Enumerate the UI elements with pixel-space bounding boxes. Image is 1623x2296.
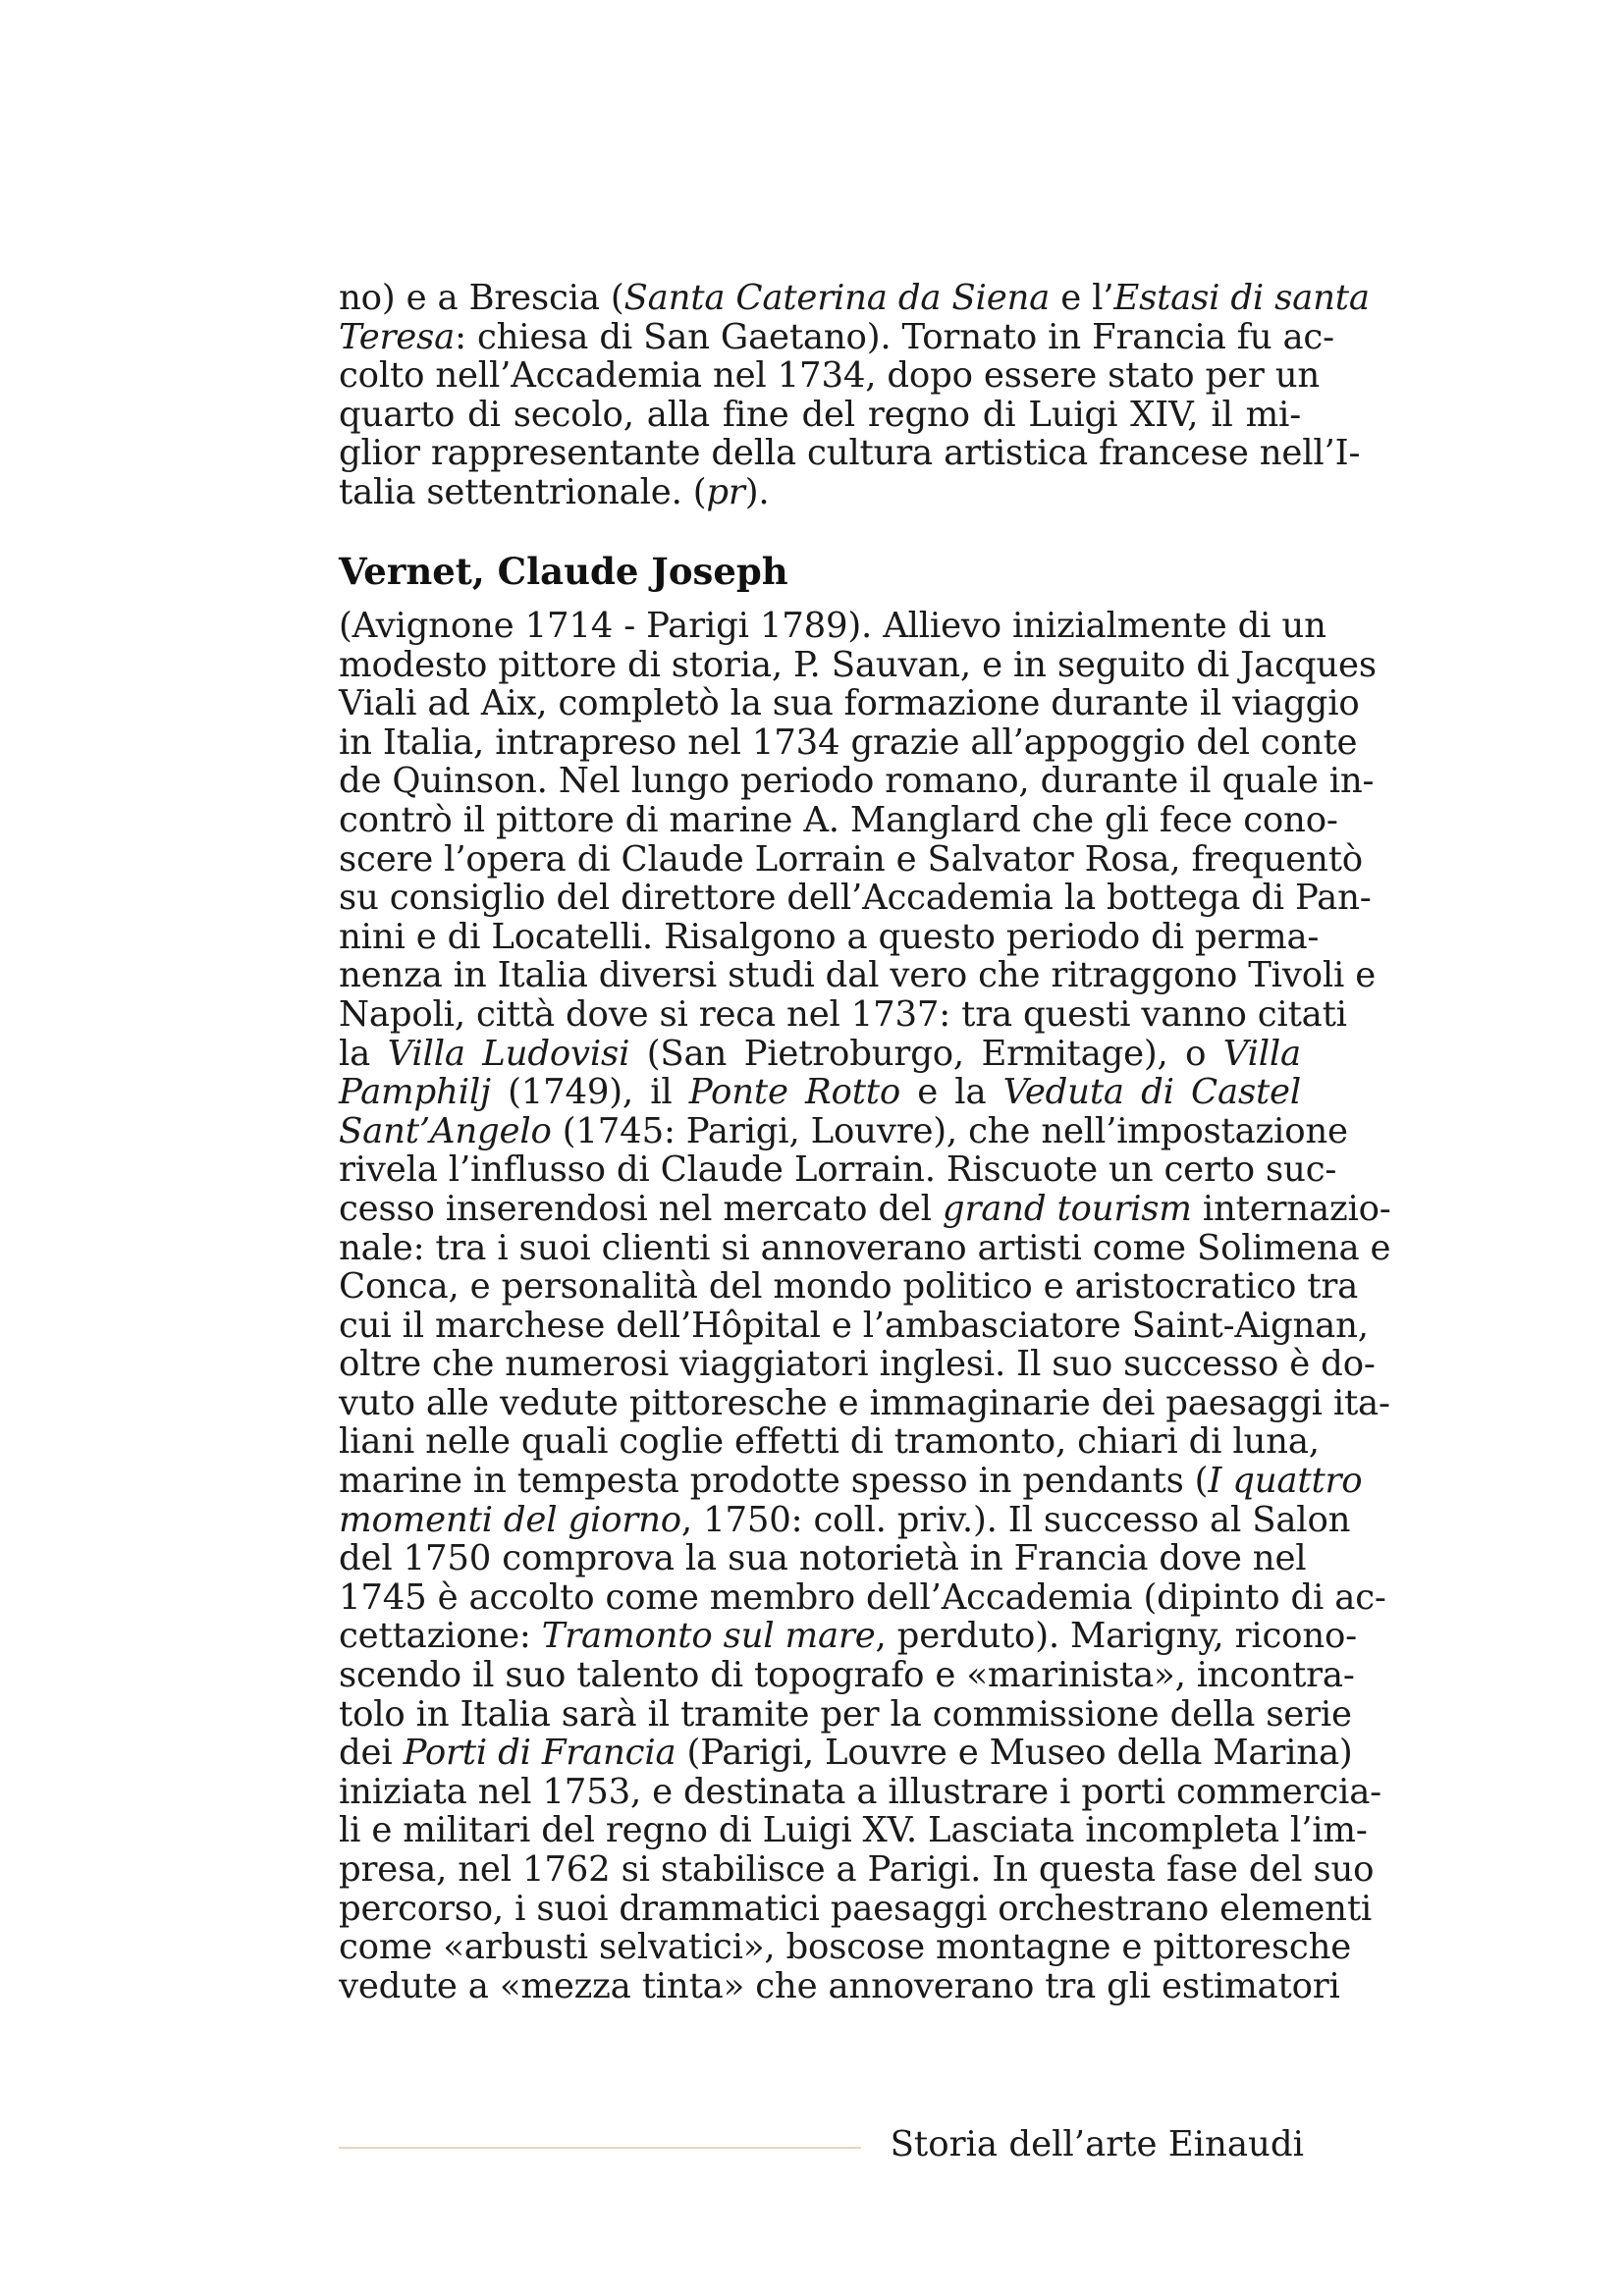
- text-run: iniziata nel 1753, e destinata a illustrare i porti commercia-: [339, 1771, 1381, 1812]
- italic-text-run: Villa: [1222, 1033, 1302, 1074]
- text-line: [339, 1110, 1348, 1151]
- text-run: modesto pittore di storia, P. Sauvan, e in seguito di Jacques: [339, 644, 1377, 685]
- text-line: [339, 1035, 1301, 1074]
- text-run: Conca, e personalità del mondo politico e aristocratico tra: [339, 1266, 1359, 1308]
- text-run: del 1750 comprova la sua notorietà in Francia dove nel: [339, 1538, 1307, 1579]
- italic-text-run: Pamphilj: [339, 1072, 491, 1113]
- text-run: cesso inserendosi nel mercato del: [339, 1188, 943, 1229]
- text-line: [339, 433, 1361, 474]
- text-run: glior rappresentante della cultura artistica francese nell’I-: [339, 433, 1361, 474]
- italic-text-run: Veduta di Castel: [1002, 1072, 1302, 1113]
- text-run: colto nell’Accademia nel 1734, dopo essere stato per un: [339, 355, 1321, 397]
- text-line: [339, 683, 1360, 724]
- text-run: presa, nel 1762 si stabilisce a Parigi. In questa fase del suo: [339, 1849, 1375, 1890]
- text-line: [339, 1266, 1359, 1308]
- text-line: [339, 316, 1334, 357]
- text-line: [339, 799, 1338, 840]
- text-line: [339, 1305, 1369, 1346]
- text-run: nale: tra i suoi clienti si annoverano artisti come Solimena e: [339, 1227, 1391, 1268]
- text-run: no) e a Brescia (: [339, 278, 624, 318]
- text-line: [339, 878, 1372, 919]
- text-line: [339, 993, 1347, 1035]
- text-run: scendo il suo talento di topografo e «marinista», incontra-: [339, 1655, 1355, 1696]
- text-line: [339, 1499, 1351, 1540]
- continuation-paragraph: [339, 278, 1370, 512]
- italic-text-run: Santa Caterina da Siena: [623, 278, 1051, 318]
- text-line: [339, 761, 1375, 802]
- text-run: de Quinson. Nel lungo periodo romano, durante il quale in-: [339, 761, 1375, 802]
- text-line: [339, 916, 1320, 957]
- entry-heading: Vernet, Claude Joseph: [339, 550, 788, 593]
- text-run: come «arbusti selvatici», boscose montagne e pittoresche: [339, 1927, 1352, 1968]
- text-line: [339, 1461, 1363, 1502]
- footer-rule: [339, 2147, 861, 2149]
- italic-text-run: Porti di Francia: [403, 1733, 676, 1774]
- text-line: [339, 1927, 1352, 1968]
- text-run: marine in tempesta prodotte spesso in pendants (: [339, 1461, 1209, 1502]
- text-line: [339, 1421, 1320, 1463]
- footer-title: Storia dell’arte Einaudi: [890, 2124, 1304, 2164]
- text-run: cettazione:: [339, 1616, 542, 1657]
- text-line: [339, 1771, 1381, 1812]
- text-line: [339, 1693, 1352, 1735]
- text-run: (1749), il: [490, 1072, 689, 1113]
- text-run: internazio-: [1191, 1188, 1391, 1229]
- text-run: in Italia, intrapreso nel 1734 grazie all’appoggio del conte: [339, 721, 1358, 763]
- italic-text-run: Villa Ludovisi: [387, 1033, 630, 1074]
- text-run: cui il marchese dell’Hôpital e l’ambasciatore Saint-Aignan,: [339, 1305, 1369, 1346]
- text-line: [339, 1188, 1391, 1229]
- text-run: e la: [900, 1072, 1003, 1113]
- text-line: [339, 955, 1377, 996]
- text-run: la: [339, 1033, 388, 1074]
- text-run: Napoli, città dove si reca nel 1737: tra questi vanno citati: [339, 993, 1347, 1035]
- text-run: vedute a «mezza tinta» che annoverano tra gli estimatori: [339, 1965, 1340, 2006]
- text-line: [339, 838, 1363, 880]
- text-run: (Parigi, Louvre e Museo della Marina): [676, 1733, 1353, 1774]
- text-line: [339, 1849, 1375, 1890]
- text-run: (Avignone 1714 - Parigi 1789). Allievo inizialmente di un: [339, 606, 1326, 646]
- text-line: [339, 1149, 1337, 1191]
- text-run: oltre che numerosi viaggiatori inglesi. Il suo successo è do-: [339, 1344, 1376, 1385]
- text-run: Viali ad Aix, completò la sua formazione durante il viaggio: [339, 683, 1360, 724]
- text-line: [339, 1616, 1357, 1657]
- text-run: vuto alle vedute pittoresche e immaginarie dei paesaggi ita-: [339, 1382, 1390, 1423]
- text-line: [339, 1655, 1355, 1696]
- text-line: [339, 355, 1321, 397]
- entry-body: [339, 606, 1391, 2006]
- italic-text-run: Teresa: [339, 316, 456, 357]
- italic-text-run: Tramonto sul mare: [541, 1616, 876, 1657]
- text-run: quarto di secolo, alla fine del regno di Luigi XIV, il mi-: [339, 394, 1301, 435]
- text-run: tolo in Italia sarà il tramite per la commissione della serie: [339, 1693, 1352, 1735]
- text-run: talia settentrionale. (: [339, 471, 707, 512]
- text-run: scere l’opera di Claude Lorrain e Salvator Rosa, frequentò: [339, 838, 1363, 880]
- italic-text-run: I quattro: [1208, 1461, 1363, 1502]
- text-line: [339, 1227, 1391, 1268]
- text-line: [339, 644, 1377, 685]
- text-line: [339, 1576, 1386, 1618]
- text-run: , perduto). Marigny, ricono-: [875, 1616, 1357, 1657]
- text-run: e l’: [1050, 278, 1114, 318]
- italic-text-run: Sant’Angelo: [339, 1110, 552, 1151]
- text-line: [339, 1810, 1368, 1851]
- italic-text-run: grand tourism: [942, 1188, 1192, 1229]
- text-line: [339, 606, 1326, 646]
- text-line: [339, 721, 1358, 763]
- italic-text-run: Ponte Rotto: [688, 1072, 901, 1113]
- text-line: [339, 1538, 1307, 1579]
- text-run: (San Pietroburgo, Ermitage), o: [629, 1033, 1223, 1074]
- text-run: liani nelle quali coglie effetti di tramonto, chiari di luna,: [339, 1421, 1320, 1463]
- text-line: [339, 278, 1370, 318]
- text-line: [339, 1073, 1301, 1112]
- text-run: : chiesa di San Gaetano). Tornato in Francia fu ac-: [455, 316, 1334, 357]
- text-run: nenza in Italia diversi studi dal vero che ritraggono Tivoli e: [339, 955, 1377, 996]
- italic-text-run: Estasi di santa: [1113, 278, 1370, 318]
- text-run: su consiglio del direttore dell’Accademia la bottega di Pan-: [339, 878, 1372, 919]
- text-run: , 1750: coll. priv.). Il successo al Salon: [680, 1499, 1351, 1540]
- text-run: dei: [339, 1733, 404, 1774]
- text-line: [339, 1733, 1353, 1774]
- text-run: nini e di Locatelli. Risalgono a questo periodo di perma-: [339, 916, 1320, 957]
- text-run: rivela l’influsso di Claude Lorrain. Riscuote un certo suc-: [339, 1149, 1337, 1191]
- text-run: (1745: Parigi, Louvre), che nell’impostazione: [551, 1110, 1348, 1151]
- text-run: 1745 è accolto come membro dell’Accademia (dipinto di ac-: [339, 1576, 1386, 1618]
- text-line: [339, 473, 1301, 512]
- text-line: [339, 1344, 1376, 1385]
- italic-text-run: momenti del giorno: [339, 1499, 681, 1540]
- text-line: [339, 1965, 1340, 2006]
- text-run: ).: [744, 471, 770, 512]
- text-run: contrò il pittore di marine A. Manglard che gli fece cono-: [339, 799, 1338, 840]
- text-run: li e militari del regno di Luigi XV. Lasciata incompleta l’im-: [339, 1810, 1368, 1851]
- text-line: [339, 1382, 1390, 1423]
- italic-text-run: pr: [706, 471, 745, 512]
- text-run: percorso, i suoi drammatici paesaggi orchestrano elementi: [339, 1888, 1373, 1929]
- text-line: [339, 1888, 1373, 1929]
- text-line: [339, 396, 1301, 435]
